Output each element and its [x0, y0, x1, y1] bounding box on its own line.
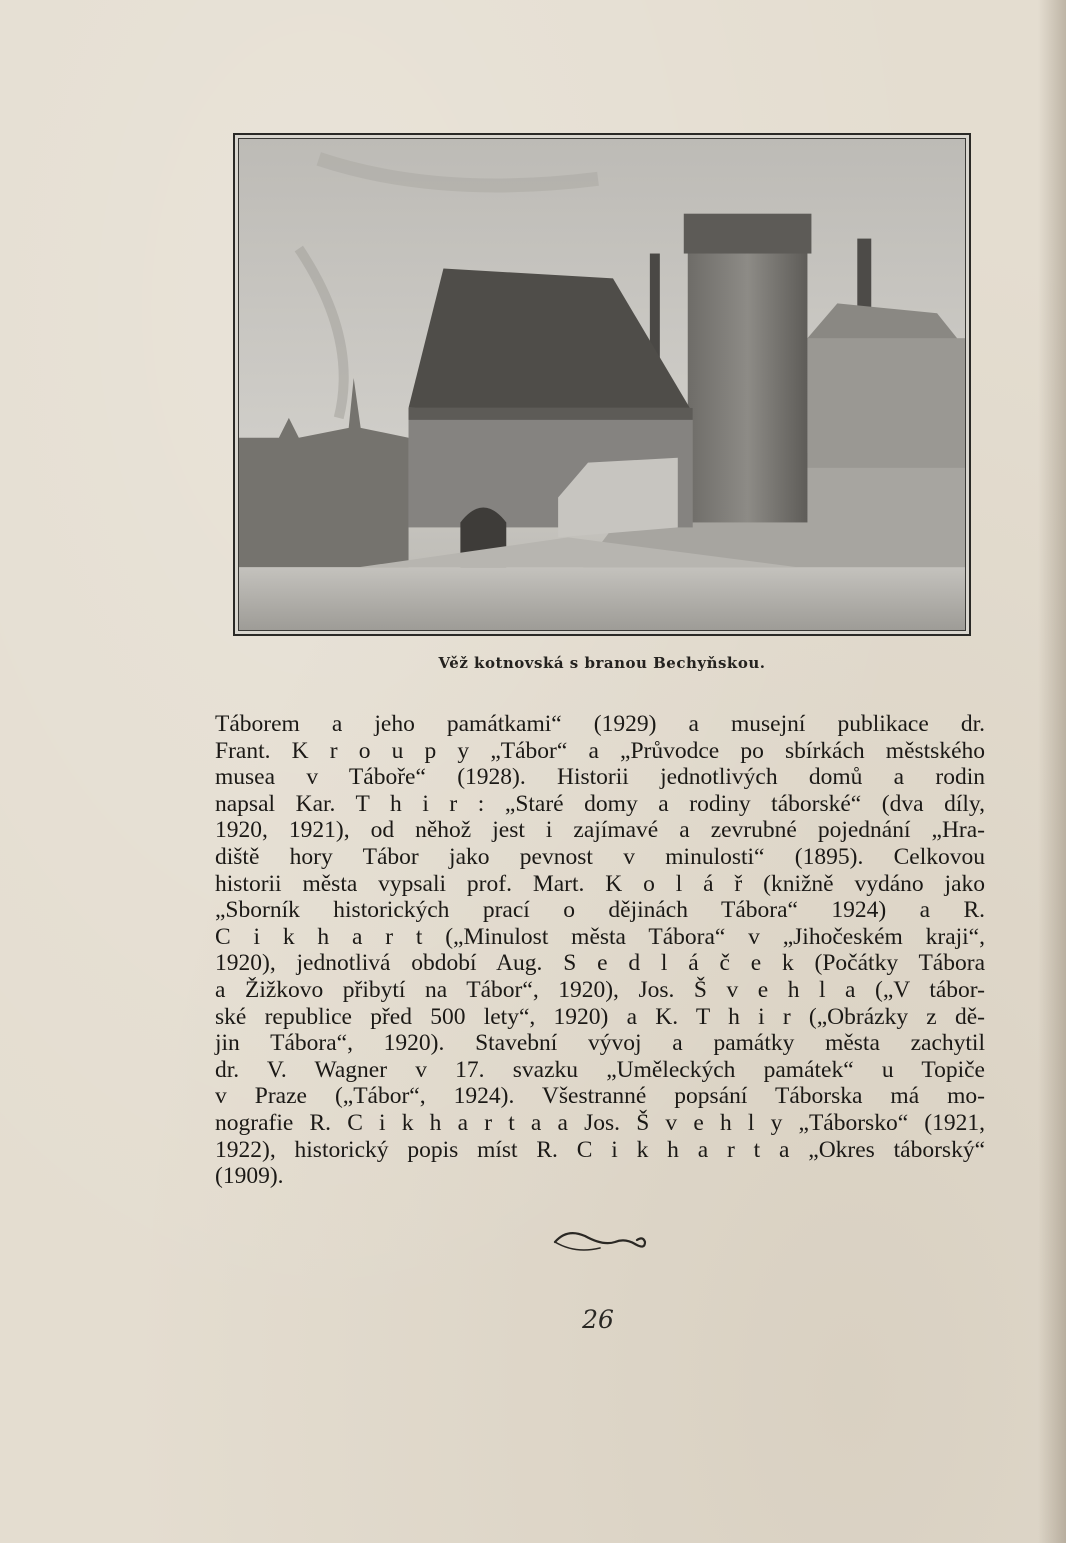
photo-kotnov-tower [238, 138, 966, 631]
text-line: 1920, 1921), od něhož jest i zajímavé a zevrubné pojednání „Hra- [215, 817, 985, 844]
text-line: „Sborník historických prací o dějinách Tábora“ 1924) a R. [215, 897, 985, 924]
text-line: (1909). [215, 1163, 284, 1190]
text-line: jin Tábora“, 1920). Stavební vývoj a památky města zachytil [215, 1030, 985, 1057]
text-line: Táborem a jeho památkami“ (1929) a musejní publikace dr. [215, 711, 985, 737]
text-line: 1920), jednotlivá období Aug. S e d l á č e k (Počátky Tábora [215, 950, 985, 977]
text-line: napsal Kar. T h i r : „Staré domy a rodiny táborské“ (dva díly, [215, 790, 985, 817]
text-line: diště hory Tábor jako pevnost v minulosti“ (1895). Celkovou [215, 843, 985, 870]
text-line: a Žižkovo přibytí na Tábor“, 1920), Jos. Š v e h l a („V tábor- [215, 976, 985, 1003]
page-number: 26 [582, 1305, 614, 1334]
text-line: ské republice před 500 lety“, 1920) a K. T h i r („Obrázky z dě- [215, 1003, 985, 1030]
text-line: Frant. K r o u p y „Tábor“ a „Průvodce po sbírkách městského [215, 737, 985, 764]
figure-caption: Věž kotnovská s branou Bechyňskou. [438, 654, 766, 672]
text-line: historii města vypsali prof. Mart. K o l á ř (knižně vydáno jako [215, 870, 985, 897]
photo-figure [233, 133, 971, 636]
text-line: 1922), historický popis míst R. C i k h a r t a „Okres táborský“ [215, 1136, 985, 1163]
text-line: musea v Táboře“ (1928). Historii jednotlivých domů a rodin [215, 764, 985, 791]
page-edge-shadow [1038, 0, 1066, 1543]
text-line: nografie R. C i k h a r t a a Jos. Š v e h l y „Táborsko“ (1921, [215, 1109, 985, 1136]
text-line: v Praze („Tábor“, 1924). Všestranné popsání Táborska má mo- [215, 1083, 985, 1110]
ornament-flourish-icon [545, 1220, 655, 1260]
text-line: C i k h a r t („Minulost města Tábora“ v „Jihočeském kraji“, [215, 923, 985, 950]
text-line: dr. V. Wagner v 17. svazku „Uměleckých památek“ u Topiče [215, 1056, 985, 1083]
photo-illustration [239, 139, 965, 630]
body-paragraph [215, 711, 985, 1190]
